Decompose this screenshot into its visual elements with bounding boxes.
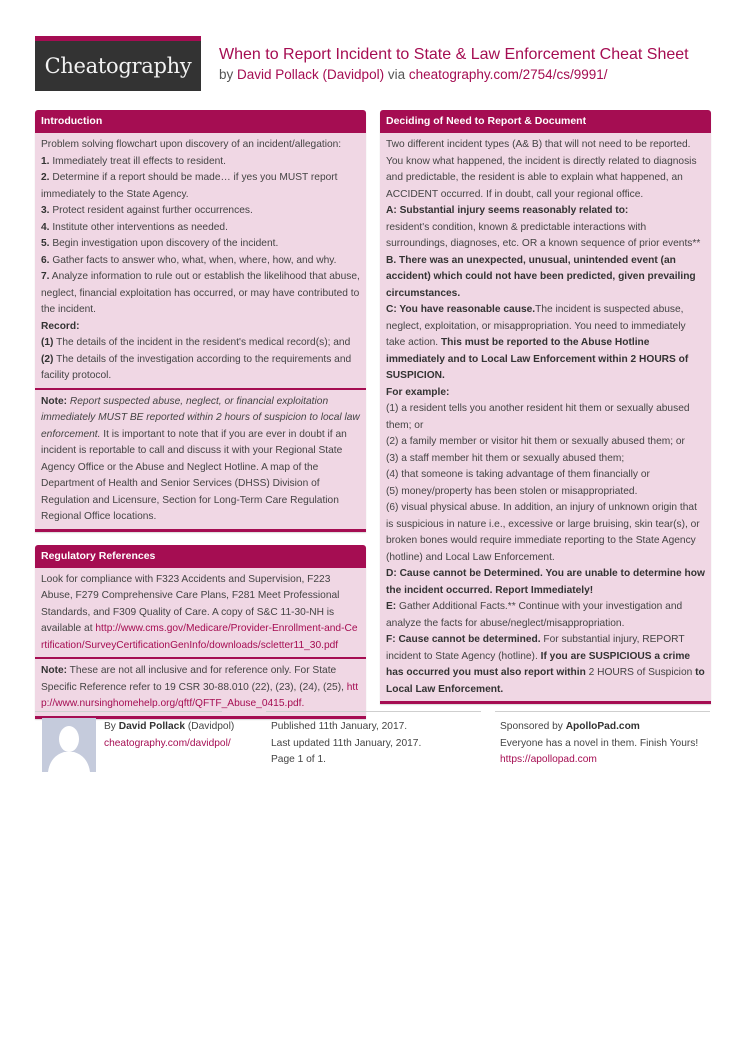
example-item: (5) money/property has been stolen or misappropriated. — [386, 485, 638, 497]
right-column — [380, 110, 711, 717]
person-silhouette-icon — [42, 718, 96, 772]
footer-divider — [35, 711, 222, 712]
step-item: 3. Protect resident against further occurrences. — [41, 205, 253, 216]
footer-sponsor — [500, 719, 698, 769]
regulatory-box — [35, 545, 366, 719]
footer-divider — [266, 711, 481, 712]
by-prefix: by — [219, 67, 238, 82]
item-b-heading: B. There was an unexpected, unusual, unintended event (an accident) which could not have been predicted, given prevailing circumstances. — [386, 254, 696, 299]
item-a-text: resident's condition, known & predictable interactions with surroundings, diagnoses, etc. OR a known sequence of prior events** — [386, 221, 701, 249]
item-d-heading: D: Cause cannot be Determined. You are unable to determine how the incident occurred. Report Immediately! — [386, 568, 705, 596]
intro-text: Problem solving flowchart upon discovery of an incident/allegation: — [41, 139, 342, 150]
via-text: via — [384, 67, 409, 82]
introduction-note-section — [35, 390, 366, 532]
footer-author — [104, 719, 234, 752]
cms-link[interactable]: http://www.cms.gov/Medicare/Provider-Enrollment-and-Certification/SurveyCertificationGenInfo/downloads/scletter11_30.pdf — [41, 623, 358, 651]
step-item: 5. Begin investigation upon discovery of the incident. — [41, 238, 279, 249]
logo-text: Cheatography — [44, 54, 192, 78]
note-label: Note: — [41, 395, 68, 407]
note-text: It is important to note that if you are ever in doubt if an incident is reportable to call and discuss it with your Regional State Agency Office or the Abuse and Neglect Hotline. A map of the Department of Health and Senior Services (DHSS) Division of Regulation and Licensure, Section for Long-Term Care Regulation Regional Office locations. — [41, 428, 347, 522]
deciding-section — [380, 133, 711, 704]
step-item: 4. Institute other interventions as needed. — [41, 221, 228, 233]
introduction-steps-section — [35, 133, 366, 390]
introduction-box — [35, 110, 366, 532]
footer-author-line: By David Pollack (Davidpol) — [104, 721, 235, 732]
updated-date: Last updated 11th January, 2017. — [271, 737, 422, 749]
footer-divider — [495, 711, 710, 712]
item-a-heading: A: Substantial injury seems reasonably related to: — [386, 205, 629, 216]
step-item: 2. Determine if a report should be made… if yes you MUST report immediately to the State Agency. — [41, 172, 338, 200]
example-item: (1) a resident tells you another resident hit them or sexually abused them; or — [386, 403, 690, 431]
regulatory-main-section — [35, 568, 366, 660]
note-label: Note: — [41, 665, 68, 676]
step-item: 1. Immediately treat ill effects to resident. — [41, 155, 226, 167]
record-label: Record: — [41, 320, 80, 332]
example-item: (4) that someone is taking advantage of them financially or — [386, 469, 650, 480]
author-profile-link[interactable]: cheatography.com/davidpol/ — [104, 737, 231, 749]
title-block — [219, 45, 689, 84]
example-item: (3) a staff member hit them or sexually abused them; — [386, 452, 625, 464]
left-column — [35, 110, 366, 732]
page-count: Page 1 of 1. — [271, 754, 326, 765]
sponsor-name: ApolloPad.com — [565, 721, 640, 732]
sponsor-tagline: Everyone has a novel in them. Finish Yours! — [500, 737, 699, 749]
record-item: (1) The details of the incident in the resident's medical record(s); and — [41, 337, 351, 348]
regulatory-body — [35, 568, 366, 719]
item-e: E: Gather Additional Facts.** Continue with your investigation and analyze the facts for abuse/neglect/misappropriation. — [386, 601, 683, 629]
regulatory-note-section — [35, 659, 366, 719]
example-label: For example: — [386, 386, 450, 398]
footer-publication — [271, 719, 421, 769]
example-item: (2) a family member or visitor hit them or sexually abused them; or — [386, 436, 685, 447]
sponsor-line: Sponsored by ApolloPad.com — [500, 721, 640, 732]
sponsor-link[interactable]: https://apollopad.com — [500, 754, 597, 765]
regulatory-text: Look for compliance with F323 Accidents and Supervision, F223 Abuse, F279 Comprehensive Care Plans, F281 Meet Professional Standards, and F309 Quality of Care. A copy of S&C 11-30-NH is available at — [41, 573, 340, 634]
deciding-body — [380, 133, 711, 704]
note-italic: Report suspected abuse, neglect, or financial exploitation immediately MUST BE reported within 2 hours of suspicion to local law enforcement. — [41, 395, 360, 440]
cheatography-logo[interactable] — [35, 36, 201, 91]
example-item: (6) visual physical abuse. In addition, an injury of unknown origin that is suspicious in nature i.e., excessive or large bruising, skin tear(s), or broken bones would require immediate reporting to the State Agency (hotline) and Local Law Enforcement. — [386, 502, 700, 563]
introduction-body — [35, 133, 366, 532]
record-item: (2) The details of the investigation according to the requirements and facility protocol. — [41, 353, 352, 381]
deciding-header: Deciding of Need to Report & Document — [380, 110, 711, 133]
byline — [219, 65, 689, 84]
author-name: David Pollack — [118, 721, 185, 732]
author-avatar[interactable] — [42, 718, 96, 772]
nursinghomehelp-link[interactable]: http://www.nursinghomehelp.org/qftf/QFTF_Abuse_0415.pdf. — [41, 681, 359, 709]
item-f: F: Cause cannot be determined. For substantial injury, REPORT incident to State Agency (hotline). If you are SUSPICIOUS a crime has occurred you must also report within 2 HOURS of Suspicion to Local Law Enforcement. — [386, 634, 705, 695]
sheet-link[interactable]: cheatography.com/2754/cs/9991/ — [408, 67, 608, 82]
published-date: Published 11th January, 2017. — [271, 721, 408, 732]
step-item: 6. Gather facts to answer who, what, when, where, how, and why. — [41, 254, 337, 266]
page-title: When to Report Incident to State & Law Enforcement Cheat Sheet — [219, 46, 689, 63]
note-text: These are not all inclusive and for reference only. For State Specific Reference refer to 19 CSR 30-88.010 (22), (23), (24), (25), — [41, 665, 347, 693]
step-item: 7. Analyze information to rule out or establish the likelihood that abuse, neglect, financial exploitation has occurred, or may have contributed to the incident. — [41, 271, 360, 315]
item-c: C: You have reasonable cause.The incident is suspected abuse, neglect, exploitation, or misappropriation. You need to immediately take action. This must be reported to the Abuse Hotline immediately and to Local Law Enforcement within 2 HOURS of SUSPICION. — [386, 304, 689, 381]
author-link[interactable]: David Pollack (Davidpol) — [237, 67, 385, 82]
deciding-intro: Two different incident types (A& B) that will not need to be reported. You know what happened, the incident is directly related to diagnosis and predictable, the resident is able to explain what happened, an ACCIDENT occurred. If in doubt, call your regional office. — [386, 139, 697, 200]
regulatory-header: Regulatory References — [35, 545, 366, 568]
introduction-header: Introduction — [35, 110, 366, 133]
deciding-box — [380, 110, 711, 704]
